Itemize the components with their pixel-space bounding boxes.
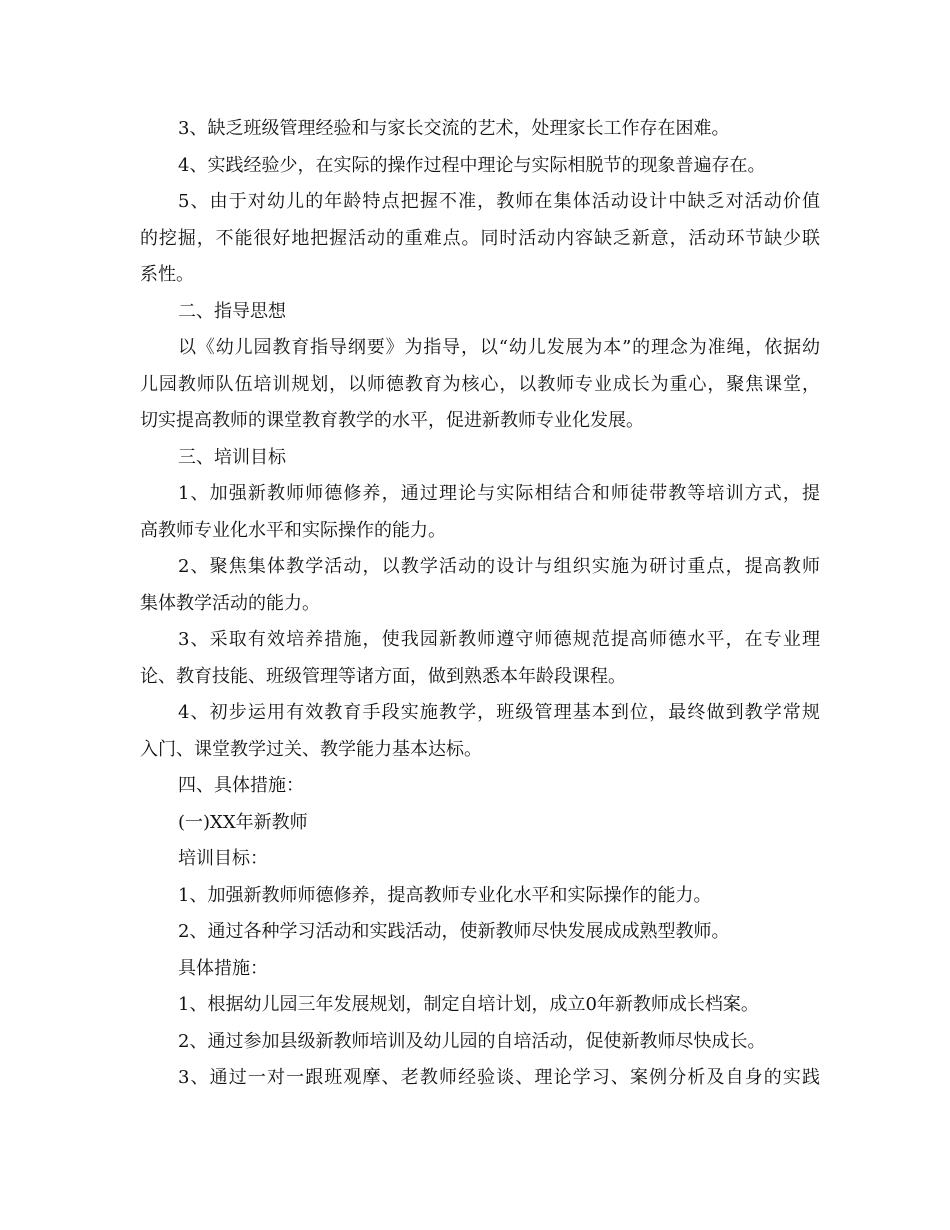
text-line: 的挖掘，不能很好地把握活动的重难点。同时活动内容缺乏新意，活动环节缺少联 [140,227,820,249]
text-line: 1、根据幼儿园三年发展规划，制定自培计划，成立0年新教师成长档案。 [178,994,759,1015]
text-line: 3、采取有效培养措施，使我园新教师遵守师德规范提高师德水平，在专业理 [178,629,820,650]
text-line: 5、由于对幼儿的年龄特点把握不准，教师在集体活动设计中缺乏对活动价值 [178,191,820,212]
text-line: 高教师专业化水平和实际操作的能力。 [140,519,446,541]
text-line: 3、通过一对一跟班观摩、老教师经验谈、理论学习、案例分析及自身的实践 [178,1067,820,1088]
text-line: 入门、课堂教学过关、教学能力基本达标。 [140,738,482,760]
text-line: 1、加强新教师师德修养，通过理论与实际相结合和师徒带教等培训方式，提 [178,483,820,504]
text-line: 2、通过参加县级新教师培训及幼儿园的自培活动，促使新教师尽快成长。 [178,1030,766,1052]
text-line: 系性。 [140,264,194,285]
text-line: 2、聚焦集体教学活动，以教学活动的设计与组织实施为研讨重点，提高教师 [178,556,820,577]
section-heading: 三、培训目标 [178,446,286,468]
text-line: 培训目标： [178,848,268,869]
text-line: 以《幼儿园教育指导纲要》为指导，以“幼儿发展为本”的理念为准绳，依据幼 [178,337,820,358]
text-line: 切实提高教师的课堂教育教学的水平，促进新教师专业化发展。 [140,410,644,431]
subsection-heading: (一)XX年新教师 [178,811,308,833]
text-line: 具体措施： [178,957,268,979]
text-line: 儿园教师队伍培训规划，以师德教育为核心，以教师专业成长为重心，聚焦课堂， [140,373,820,395]
text-line: 论、教育技能、班级管理等诸方面，做到熟悉本年龄段课程。 [140,665,626,687]
text-line: 1、加强新教师师德修养，提高教师专业化水平和实际操作的能力。 [178,884,712,906]
text-line: 4、实践经验少，在实际的操作过程中理论与实际相脱节的现象普遍存在。 [178,154,766,176]
document-body [140,111,820,1097]
text-line: 集体教学活动的能力。 [140,592,320,614]
section-heading: 四、具体措施： [178,775,304,796]
section-heading: 二、指导思想 [178,300,286,322]
text-line: 3、缺乏班级管理经验和与家长交流的艺术，处理家长工作存在困难。 [178,118,730,139]
text-line: 2、通过各种学习活动和实践活动，使新教师尽快发展成成熟型教师。 [178,921,730,942]
text-line: 4、初步运用有效教育手段实施教学，班级管理基本到位，最终做到教学常规 [178,702,820,723]
